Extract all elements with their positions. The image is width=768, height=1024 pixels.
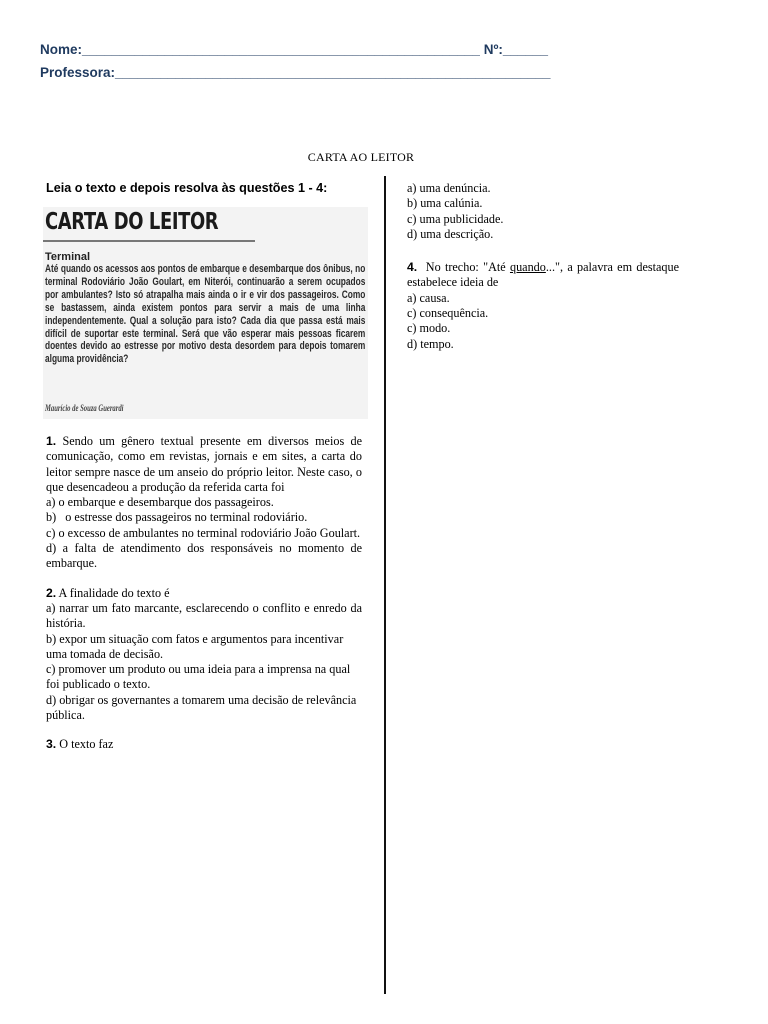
question-3-options bbox=[407, 181, 679, 242]
option: c) modo. bbox=[407, 321, 451, 336]
option: d) uma descrição. bbox=[407, 226, 494, 241]
clipping-body: Até quando os acessos aos pontos de embarque e desembarque dos ônibus, no terminal Rodoviário João Goulart, em Niterói, continuarão a serem ocupados por ambulantes? Isto só atrapalha mais ainda o ir e vir dos passageiros. Como se bastassem, ainda existem pontos para servir a mais de uma linha independentemente. Qual a solução para isto? Cada dia que passa está mais difícil de suportar este terminal. Será que vão esperar mais pessoas ficarem doentes devido ao estresse por motivo desta desordem para depois tomarem alguma providência? bbox=[45, 263, 366, 366]
instruction: Leia o texto e depois resolva às questões 1 - 4: bbox=[46, 181, 328, 195]
highlighted-word: quando bbox=[509, 260, 546, 275]
clipping-heading: CARTA DO LEITOR bbox=[45, 209, 219, 235]
question-number: 4. bbox=[407, 260, 418, 275]
option: d) obrigar os governantes a tomarem uma decisão de relevância pública. bbox=[46, 692, 357, 723]
option: d) a falta de atendimento dos responsáveis no momento de embarque. bbox=[46, 541, 362, 571]
page-title: CARTA AO LEITOR bbox=[307, 150, 415, 164]
option: d) tempo. bbox=[407, 336, 454, 351]
option: c) promover um produto ou uma ideia para a imprensa na qual foi publicado o texto. bbox=[46, 662, 351, 692]
newspaper-clipping-image bbox=[43, 207, 368, 419]
question-2 bbox=[46, 586, 362, 724]
teacher-label: Professora: bbox=[40, 65, 116, 80]
number-blank: ______ bbox=[502, 42, 548, 57]
clipping-author: Maurício de Souza Guerardi bbox=[45, 404, 124, 414]
teacher-field-line bbox=[40, 65, 551, 80]
option: a) o embarque e desembarque dos passageiros. bbox=[46, 495, 274, 510]
clipping-subheading: Terminal bbox=[45, 251, 91, 263]
question-number: 3. bbox=[46, 737, 57, 752]
option: a) causa. bbox=[407, 290, 450, 305]
option: b) uma calúnia. bbox=[407, 196, 483, 211]
question-number: 2. bbox=[46, 585, 57, 600]
question-stem: O texto faz bbox=[59, 737, 114, 752]
name-field-line bbox=[40, 42, 548, 57]
number-label: Nº: bbox=[483, 42, 503, 57]
name-blank: _____________________________________________________ bbox=[82, 42, 480, 57]
teacher-blank: __________________________________________________________ bbox=[115, 65, 551, 80]
question-1 bbox=[46, 434, 362, 572]
question-4 bbox=[407, 260, 679, 352]
question-stem-start: No trecho: "Até bbox=[425, 260, 510, 275]
question-stem: A finalidade do texto é bbox=[58, 585, 170, 600]
option: b) o estresse dos passageiros no terminal rodoviário. bbox=[46, 510, 308, 525]
left-column bbox=[45, 181, 366, 753]
right-column bbox=[407, 181, 679, 352]
clipping-rule bbox=[43, 240, 255, 242]
option: c) o excesso de ambulantes no terminal rodoviário João Goulart. bbox=[46, 525, 361, 540]
column-divider bbox=[384, 176, 386, 994]
option: b) expor um situação com fatos e argumentos para incentivar uma tomada de decisão. bbox=[46, 631, 344, 661]
question-number: 1. bbox=[46, 434, 57, 448]
name-label: Nome: bbox=[40, 42, 83, 57]
option: a) narrar um fato marcante, esclarecendo o conflito e enredo da história. bbox=[46, 600, 362, 631]
question-stem: Sendo um gênero textual presente em diversos meios de comunicação, como em revistas, jornais e em sites, a carta do leitor sempre nasce de um anseio do próprio leitor. Neste caso, o que desencadeou a produção da referida carta foi bbox=[46, 434, 362, 494]
option: c) uma publicidade. bbox=[407, 211, 504, 226]
question-stem-end: ...", a palavra em destaque estabelece ideia de bbox=[407, 260, 679, 290]
option: a) uma denúncia. bbox=[407, 181, 491, 195]
option: c) consequência. bbox=[407, 306, 489, 321]
question-3 bbox=[46, 737, 362, 752]
